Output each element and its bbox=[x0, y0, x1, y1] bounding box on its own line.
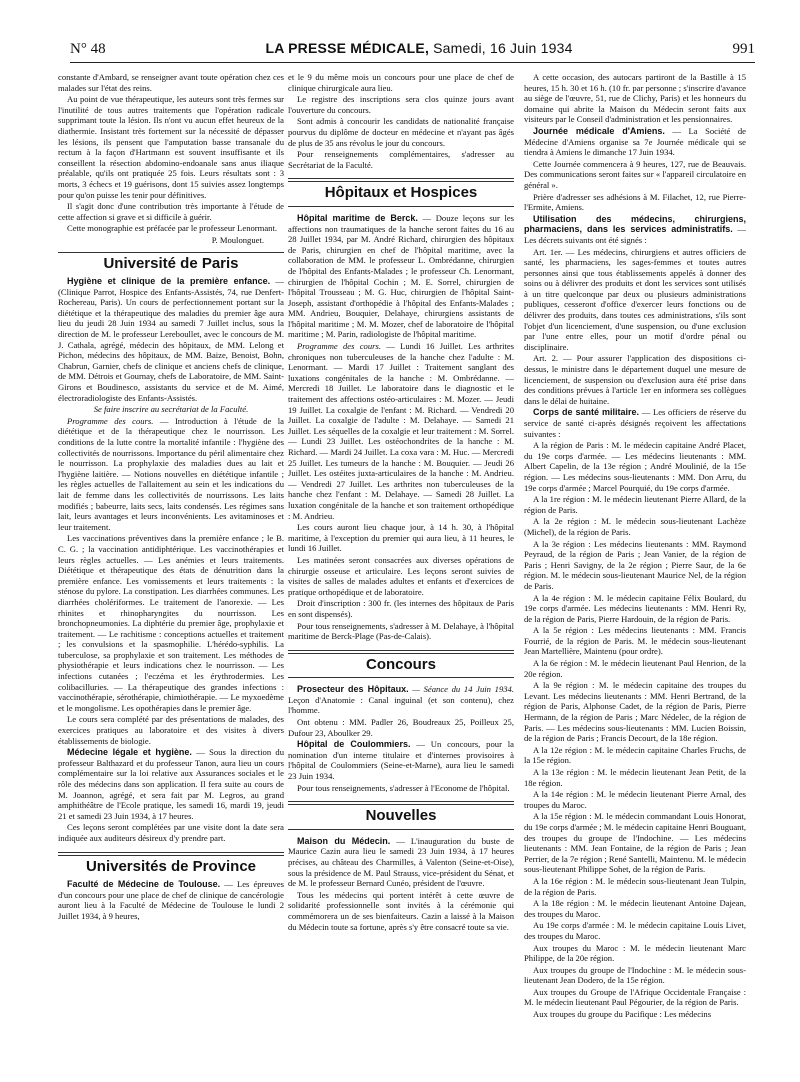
section-title-nouvelles: Nouvelles bbox=[365, 807, 437, 825]
paragraph: — Douze leçons sur les affections non traumatiques de la hanche seront faites du 16 au 28 Juillet 1934, par M. André Richard, chirurgien des hôpitaux de Paris, chirurgien en chef de l'hôpital maritime, avec la collaboration de MM. le professeur L. Ombrédanne, chirurgien de l'hôpital des Enfants-Malades ; le professeur Ch. Lenormant, chirurgien de l'hôpital Cochin ; M. E. Sorrel, chirurgien de l'hôpital Trousseau ; M. G. Huc, chirurgien de l'hôpital Saint-Joseph, assistant d'orthopédie à l'hôpital des Enfants-Malades ; MM. Andrieu, Bouquier, Delahaye, chirurgiens assistants de l'hôpital maritime ; M. M. Mozer, chef de laboratoire de l'hôpital maritime ; M. Parin, radiologiste de l'hôpital maritime. bbox=[288, 212, 514, 340]
session-date: — Séance du 14 Juin 1934. bbox=[408, 684, 514, 695]
paragraph: Droit d'inscription : 300 fr. (les internes des hôpitaux de Paris en sont dispensés). bbox=[288, 598, 514, 619]
affectation-item: A la 3e région : Les médecins lieutenants : MM. Raymond Peyraud, de la région de Paris ; Jean Vanier, de la région de Paris ; Henri Savigny, de la 2e région ; Pierre Saur, de la 6e région. M. le médecin sous-lieutenant Maurice Nel, de la région de Paris. bbox=[524, 538, 746, 591]
paragraph: — Lundi 16 Juillet. Les arthrites chroniques non tuberculeuses de la hanche chez l'adulte : M. Lenormant. — Mardi 17 Juillet : Traitement sanglant des luxations congénitales de la hanche : M. Ombrédanne. — Mercredi 18 Juillet. Le laboratoire dans le diagnostic et le traitement des affections ostéo-articulaires : M. Mozer. — Jeudi 19 Juillet. La coxalgie de l'enfant : M. Richard. — Vendredi 20 Juillet. La coxalgie de l'adulte : M. Delahaye. — Samedi 21 Juillet. Les séquelles de la coxalgie et leur traitement : M. Sorrel. — Lundi 23 Juillet. Les ostéochondrites de la hanche : M. Richard. — Mardi 24 Juillet. La coxa vara : M. Huc. — Mercredi 25 Juillet. Les tumeurs de la hanche : M. Bouquier. — Jeudi 26 Juillet. Les ostéites juxta-articulaires de la hanche : M. Andrieu. — Vendredi 27 Juillet. Les arthrites non tuberculeuses de la hanche chez l'enfant : M. Delahaye. — Samedi 28 Juillet. La luxation congénitale de la hanche et son traitement orthopédique : M. Andrieu. bbox=[288, 341, 514, 521]
section-title-universites-province: Universités de Province bbox=[85, 857, 257, 875]
journal-title-date bbox=[266, 40, 573, 56]
paragraph: Art. 2. — Pour assurer l'application des dispositions ci-dessus, le ministre dans le département duquel une mesure de licenciement, de suspension ou d'exclusion aura été prise dans des conditions prévues à l'article 1er en informera ses collègues dans le délai de huitaine. bbox=[524, 353, 746, 406]
item-title: Journée médicale d'Amiens. bbox=[533, 125, 665, 136]
affectation-item: Au 19e corps d'armée : M. le médecin capitaine Louis Livet, des troupes du Maroc. bbox=[524, 920, 746, 941]
issue-date: Samedi, 16 Juin 1934 bbox=[433, 40, 573, 56]
item-title: Hôpital maritime de Berck. bbox=[297, 212, 418, 223]
page-header bbox=[70, 40, 755, 63]
paragraph: Le registre des inscriptions sera clos quinze jours avant l'ouverture du concours. bbox=[288, 94, 514, 115]
paragraph: Cette monographie est préfacée par le professeur Lenormant. bbox=[67, 223, 277, 234]
column-2 bbox=[288, 72, 514, 1072]
paragraph: — Les décrets suivants ont été signés : bbox=[524, 224, 746, 245]
affectation-item: A la 1re région : M. le médecin lieutenant Pierre Allard, de la région de Paris. bbox=[524, 494, 746, 515]
paragraph: Les cours auront lieu chaque jour, à 14 h. 30, à l'hôpital maritime, à l'exception du premier qui aura lieu, à 11 heures, le lundi 16 Juillet. bbox=[288, 522, 514, 554]
paragraph: Il s'agit donc d'une contribution très importante à l'étude de cette affection si grave et si difficile à guérir. bbox=[58, 201, 284, 222]
column-3 bbox=[524, 72, 746, 1072]
paragraph: — L'inauguration du buste de Maurice Cazin aura lieu le samedi 23 Juin 1934, à 17 heures précises, au château des Charmilles, à Valenton (Seine-et-Oise), sous la présidence de M. Paul Strauss, vice-président du Sénat, et de M. le professeur Bernard Cunéo, président de l'œuvre. bbox=[288, 835, 514, 889]
paragraph: Pour tous renseignements, s'adresser à l'Econome de l'hôpital. bbox=[297, 782, 510, 793]
paragraph: Sont admis à concourir les candidats de nationalité française pourvus du diplôme de docteur en médecine et n'ayant pas âgés de plus de 35 ans révolus le jour du concours. bbox=[288, 116, 514, 148]
page-number: 991 bbox=[732, 41, 755, 57]
paragraph: Pour tous renseignements, s'adresser à M. Delahaye, à l'hôpital maritime de Berck-Plage (Pas-de-Calais). bbox=[288, 620, 514, 642]
paragraph: — Sous la direction du professeur Balthazard et du professeur Tanon, aura lieu un cours complémentaire sur la loi relative aux Assurances sociales et le rôle des médecins dans son application. Il fera suite au cours de M. Joannon, agrégé, et sera fait par M. Legros, au grand amphithéâtre de l'Ecole pratique, les samedi 16, mardi 19, jeudi 21 et samedi 23 Juin 1934, à 17 heures. bbox=[58, 747, 284, 821]
affectation-item: A la 15e région : M. le médecin commandant Louis Honorat, du 19e corps d'armée ; M. le médecin capitaine Henri Bouguant, des troupes du groupe de l'Indochine. — Les médecins lieutenants : MM. Jean Fontaine, de la région de Paris ; Jean Perrier, de la 7e région ; René Santelli, Maintenu. M. le médecin sous-lieutenant Philippe Sohet, de la région de Paris. bbox=[524, 811, 746, 875]
paragraph: Ont obtenu : MM. Padler 26, Boudreaux 25, Poilleux 25, Dufour 23, Aboulker 29. bbox=[288, 717, 514, 738]
paragraph: Leçon d'Anatomie : Canal inguinal (et son contenu), chez l'homme. bbox=[288, 694, 514, 716]
affectation-item: Aux troupes du Groupe de l'Afrique Occidentale Française : M. le médecin lieutenant Paul Pégourier, de la région de Paris. bbox=[524, 986, 746, 1008]
page-label: N° 48 bbox=[70, 41, 106, 57]
divider bbox=[58, 252, 284, 253]
affectation-item: A la 2e région : M. le médecin sous-lieutenant Lachèze (Michel), de la région de Paris. bbox=[524, 516, 746, 537]
paragraph: Ces leçons seront complétées par une visite dont la date sera indiquée aux auditeurs désireux d'y prendre part. bbox=[58, 822, 284, 843]
divider bbox=[288, 206, 514, 207]
divider bbox=[288, 677, 514, 678]
paragraph: — Les épreuves d'un concours pour une place de chef de clinique de cancérologie auront lieu à la Faculté de Médecine de Toulouse le lundi 2 Juillet 1934, à 9 heures, bbox=[58, 879, 284, 921]
item-title: Corps de santé militaire. bbox=[533, 407, 640, 418]
item-title: Faculté de Médecine de Toulouse. bbox=[67, 879, 221, 890]
affectation-item: A la 4e région : M. le médecin capitaine Félix Boulard, du 19e corps d'armée. Les médecins lieutenants : MM. Henri Ry, de la région de Paris, Pierre Hardouin, de la région de Paris. bbox=[524, 592, 746, 624]
divider bbox=[58, 852, 284, 856]
item-title: Prosecteur des Hôpitaux. bbox=[297, 684, 409, 695]
paragraph: — (Clinique Parrot, Hospice des Enfants-Assistés, 74, rue Denfert-Rochereau, Paris). Un cours de perfectionnement portant sur la diététique et la thérapeutique des maladies du premier âge aura lieu du jeudi 28 Juin 1934 au samedi 7 Juillet inclus, sous la direction de M. le professeur Lereboullet, avec le concours de M. J. Cathala, agrégé, médecin des hôpitaux, de MM. Lelong et Pichon, médecins des hôpitaux, de MM. Baize, Benoist, Bohn, Chabrun, Garnier, chefs de clinique et anciens chefs de clinique, de MM. Détrois et Gournay, chefs de Laboratoire, de MM. Saint-Girons et Boudinesco, assistants du service et de M. Aimé, électroradiologiste des Enfants-Assistés. bbox=[58, 276, 284, 403]
paragraph: A cette occasion, des autocars partiront de la Bastille à 15 heures, 15 h. 30 et 16 h. (10 fr. par personne ; s'inscrire d'avance au siège de l'œuvre, 51, rue de Clichy, Paris) et les honneurs du domaine qui abrite la Maison du Médecin seront faits aux visiteurs par le Conseil d'administration et les pensionnaires. bbox=[524, 72, 746, 125]
affectation-item: A la 5e région : Les médecins lieutenants : MM. Francis Fourrié, de la région de Paris. M. le médecin sous-lieutenant Jean Martellière, Maintenu (pour ordre). bbox=[524, 625, 746, 657]
section-title-universite-paris: Université de Paris bbox=[103, 254, 239, 272]
paragraph: constante d'Ambard, se renseigner avant toute opération chez ces malades sur l'état des reins. bbox=[58, 72, 284, 93]
item-title: Utilisation des médecins, chirurgiens, pharmaciens, dans les services administratifs. bbox=[524, 213, 746, 235]
label: Programme des cours. bbox=[297, 341, 381, 352]
affectation-item: A la 18e région : M. le médecin lieutenant Antoine Dajean, des troupes du Maroc. bbox=[524, 898, 746, 919]
column-1 bbox=[58, 72, 284, 1072]
divider bbox=[288, 178, 514, 182]
paragraph: — Les officiers de réserve du service de santé ci-après désignés reçoivent les affectations suivantes : bbox=[524, 407, 746, 439]
affectation-item: Aux troupes du groupe de l'Indochine : M. le médecin sous-lieutenant Jean Dodero, de la 15e région. bbox=[524, 964, 746, 986]
affectation-item: A la 14e région : M. le médecin lieutenant Pierre Arnal, des troupes du Maroc. bbox=[524, 789, 746, 810]
label: Programme des cours. bbox=[67, 415, 154, 426]
paragraph: — La Société de Médecine d'Amiens organise sa 7e Journée médicale qui se tiendra à Amiens le dimanche 17 Juin 1934. bbox=[524, 125, 746, 158]
item-title: Médecine légale et hygiène. bbox=[67, 747, 192, 758]
paragraph: Au point de vue thérapeutique, les auteurs sont très fermes sur l'inutilité de tous autres traitements que l'opération radicale supprimant toute la lésion. Ils n'ont vu aucun effet heureux de la diathermie. Insistant très fortement sur la nécessité de dépasser les lésions, ils pensent que l'amputation basse transanale du rectum à la façon d'Hartmann est souvent insuffisante et ils conseillent la résection abdomino-endoanale sans anus iliaque préalable, qu'ils ont pratiquée 25 fois. Leurs résultats sont : 3 morts, 3 échecs et 19 guérisons, dont 15 suivies assez longtemps pour qu'on puisse les tenir pour définitives. bbox=[58, 94, 284, 200]
paragraph: Les vaccinations préventives dans la première enfance ; le B. C. G. ; la vaccination antidiphtérique. Les vaccinothérapies et leurs règles actuelles. — Les anémies et leurs traitements. Diététique et thérapeutique des états de dénutrition dans la première enfance. Les vomissements et leurs traitements : la sténose du pylore. La constipation. Les diarrhées communes. Les diarrhées cholériformes. Le traitement de l'anorexie. — Les rhinites et rhinopharyngites du nourrisson. Les bronchopneumonies. La diphtérie du premier âge, prophylaxie et traitement. — Le rachitisme : conceptions actuelles et traitement ; les convulsions et la spasmophilie. L'hérédo-syphilis. La tuberculose, sa prophylaxie et son traitement. Les méthodes de physiothérapie et leurs indications chez le nourrisson. — Les infections cutanées ; l'eczéma et les érythrodermies. Les colibacilluries. — La thérapeutique des grandes infections : vaccinothérapie, sérothérapie, chimiothérapie. — Le myxoedème et le mongolisme. Les opothérapies dans le premier âge. bbox=[58, 533, 284, 713]
item-title: Hygiène et clinique de la première enfance. bbox=[67, 276, 271, 287]
section-title-concours: Concours bbox=[365, 655, 436, 673]
item-title: Maison du Médecin. bbox=[297, 835, 391, 846]
paragraph: — Introduction à l'étude de la diététique et de la thérapeutique chez le nourrisson. Les conditions de la lutte contre la mortalité infantile : l'hygiène des collectivités de nourrissons. Importance du péril alimentaire chez le nourrisson. La prophylaxie des maladies dues au lait et l'hygiène laitière. — Notions nouvelles en diététique infantile ; les règles actuelles de l'allaitement au sein et les indications du lait de femme dans les collectivités de nourrissons. Les laits modifiés ; babeurre, laits secs, laits condensés. Les régimes sans lait, leurs avantages et leurs inconvénients. Les avitaminoses et leur traitement. bbox=[58, 415, 284, 532]
paragraph: Se faire inscrire au secrétariat de la Faculté. bbox=[93, 404, 249, 415]
paragraph: et le 9 du même mois un concours pour une place de chef de clinique chirurgicale aura lieu. bbox=[288, 72, 514, 93]
journal-title: LA PRESSE MÉDICALE, bbox=[265, 40, 430, 56]
affectation-item: Aux troupes du Maroc : M. le médecin lieutenant Marc Philippe, de la 20e région. bbox=[524, 942, 746, 964]
paragraph: Art. 1er. — Les médecins, chirurgiens et autres officiers de santé, les pharmaciens, les sages-femmes et toutes autres personnes ainsi que tous établissements appelés à donner des soins ou à délivrer des produits et dont les services sont utilisés à un titre quelconque par deux ou plusieurs administrations publiques, cesseront d'office d'exercer leurs fonctions ou de délivrer des produits, dans toutes ces administrations, s'ils sont l'objet d'un licenciement, d'une suspension, ou d'une exclusion par l'une entre elles, pour un motif d'ordre pénal ou disciplinaire. bbox=[524, 246, 746, 352]
section-title-hopitaux: Hôpitaux et Hospices bbox=[324, 184, 478, 202]
divider bbox=[288, 801, 514, 805]
paragraph: Le cours sera complété par des présentations de malades, des exercices pratiques au laboratoire et des visites à divers établissements de biologie. bbox=[58, 714, 284, 746]
divider bbox=[288, 650, 514, 654]
paragraph: — Un concours, pour la nomination d'un interne titulaire et d'internes provisoires à l'hôpital de Coulommiers (Seine-et-Marne), aura lieu le samedi 23 Juin 1934. bbox=[288, 739, 514, 782]
divider bbox=[288, 829, 514, 830]
signature: P. Moulonguet. bbox=[211, 234, 264, 245]
affectations-list bbox=[524, 440, 746, 1019]
affectation-item: A la région de Paris : M. le médecin capitaine André Placet, du 19e corps d'armée. — Les médecins lieutenants : MM. Albert Capelin, de la 13e région ; André Moulinié, de la 15e région. — Les médecins sous-lieutenants : MM. Don Arru, du 19e corps d'armée ; Marcel Pourquié, du 19e corps d'armée. bbox=[524, 440, 746, 493]
affectation-item: Aux troupes du groupe du Pacifique : Les médecins bbox=[533, 1009, 712, 1020]
affectation-item: A la 9e région : M. le médecin capitaine des troupes du Levant. Les médecins lieutenants : MM. Henri Bertrand, de la région de Paris, Alphonse Cadet, de la région de Paris, Pierre Hermann, de la région de Paris ; Marc Nédelec, de la région de Paris. — Les médecins sous-lieutenants : MM. Lucien Boissin, de la région de Paris ; Francis Decourt, de la 18e région. bbox=[524, 680, 746, 744]
paragraph: Pour renseignements complémentaires, s'adresser au Secrétariat de la Faculté. bbox=[288, 149, 514, 170]
paragraph: Les matinées seront consacrées aux diverses opérations de chirurgie osseuse et articulaire. Les leçons seront suivies de visites de salles de malades adultes et enfants et d'exercices de pratique orthopédique et de laboratoire. bbox=[288, 554, 514, 597]
affectation-item: A la 16e région : M. le médecin sous-lieutenant Jean Tulpin, de la région de Paris. bbox=[524, 875, 746, 897]
paragraph: Cette Journée commencera à 9 heures, 127, rue de Beauvais. Des communications seront faites sur « l'appareil circulatoire en général ». bbox=[524, 158, 746, 190]
paragraph: Prière d'adresser ses adhésions à M. Filachet, 12, rue Pierre-l'Ermite, Amiens. bbox=[524, 191, 746, 213]
affectation-item: A la 13e région : M. le médecin lieutenant Jean Petit, de la 18e région. bbox=[524, 767, 746, 788]
paragraph: Tous les médecins qui portent intérêt à cette œuvre de solidarité professionnelle sont invités à la cérémonie qui commémorera un de ses bienfaiteurs. Cazin a laissé à la Maison du Médecin toute sa fortune, après s'y être consacré toute sa vie. bbox=[288, 889, 514, 932]
affectation-item: A la 6e région : M. le médecin lieutenant Paul Henrion, de la 20e région. bbox=[524, 658, 746, 679]
affectation-item: A la 12e région : M. le médecin capitaine Charles Fruchs, de la 15e région. bbox=[524, 744, 746, 766]
item-title: Hôpital de Coulommiers. bbox=[297, 739, 411, 750]
